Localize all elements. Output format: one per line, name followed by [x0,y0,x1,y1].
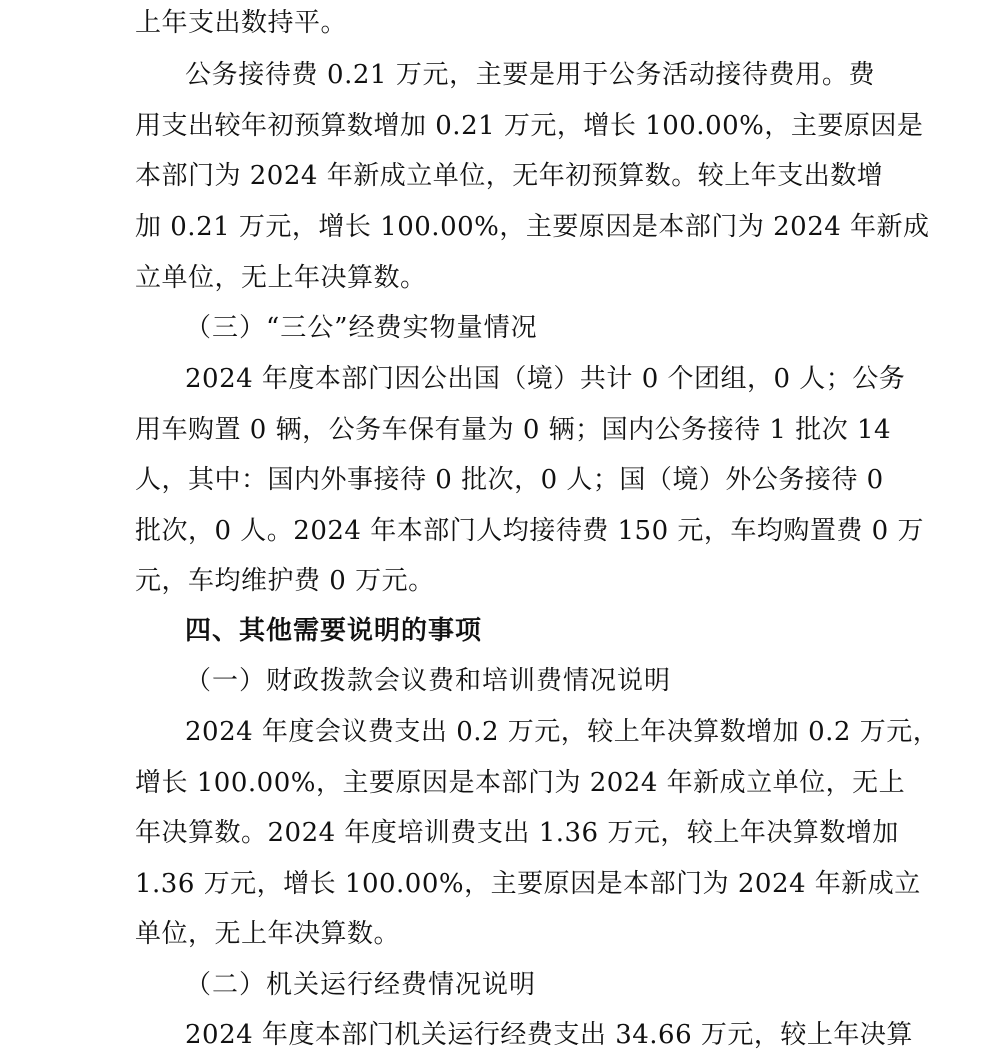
paragraph-line: 加 0.21 万元，增长 100.00%，主要原因是本部门为 2024 年新成 [135,212,930,242]
paragraph-line: 1.36 万元，增长 100.00%，主要原因是本部门为 2024 年新成立 [135,869,921,899]
paragraph-line: 立单位，无上年决算数。 [135,263,427,293]
paragraph-line: 批次，0 人。2024 年本部门人均接待费 150 元，车均购置费 0 万 [135,516,924,546]
subsection-heading: （一）财政拨款会议费和培训费情况说明 [185,666,672,696]
paragraph-line: 上年支出数持平。 [135,8,348,38]
paragraph-line: 元，车均维护费 0 万元。 [135,566,435,596]
paragraph-line: 公务接待费 0.21 万元，主要是用于公务活动接待费用。费 [185,60,875,90]
paragraph-line: 人，其中：国内外事接待 0 批次，0 人；国（境）外公务接待 0 [135,465,884,495]
paragraph-line: 用车购置 0 辆，公务车保有量为 0 辆；国内公务接待 1 批次 14 [135,415,892,445]
paragraph-line: 单位，无上年决算数。 [135,919,401,949]
paragraph-line: 2024 年度会议费支出 0.2 万元，较上年决算数增加 0.2 万元， [185,717,940,747]
paragraph-line: 2024 年度本部门因公出国（境）共计 0 个团组，0 人；公务 [185,364,906,394]
section-heading: 四、其他需要说明的事项 [185,616,483,646]
paragraph-line: 2024 年度本部门机关运行经费支出 34.66 万元，较上年决算 [185,1020,913,1050]
paragraph-line: 本部门为 2024 年新成立单位，无年初预算数。较上年支出数增 [135,161,884,191]
paragraph-line: 用支出较年初预算数增加 0.21 万元，增长 100.00%，主要原因是 [135,111,924,141]
subsection-heading: （三）“三公”经费实物量情况 [185,313,538,343]
subsection-heading: （二）机关运行经费情况说明 [185,970,537,1000]
paragraph-line: 年决算数。2024 年度培训费支出 1.36 万元，较上年决算数增加 [135,818,899,848]
paragraph-line: 增长 100.00%，主要原因是本部门为 2024 年新成立单位，无上 [135,768,906,798]
